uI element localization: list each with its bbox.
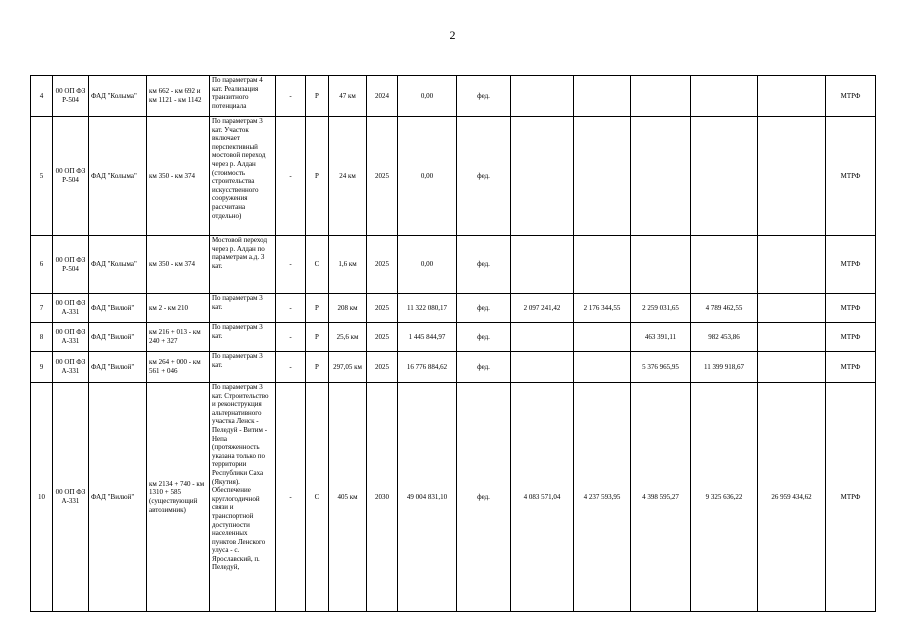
table-row — [31, 117, 876, 236]
cost-year-3: 5 376 965,95 — [631, 352, 691, 383]
dash-cell: - — [276, 352, 306, 383]
table-row — [31, 383, 876, 612]
road-name: ФАД "Колыма" — [89, 236, 147, 294]
work-type: Р — [306, 117, 329, 236]
budget-source: фед. — [457, 383, 511, 612]
road-length: 25,6 км — [329, 323, 367, 352]
page-number: 2 — [449, 28, 456, 42]
cost-year-3 — [631, 236, 691, 294]
road-name: ФАД "Вилюй" — [89, 294, 147, 323]
cost-year-2 — [574, 323, 631, 352]
row-number: 6 — [31, 236, 53, 294]
roads-table — [30, 75, 876, 612]
cost-year-2 — [574, 236, 631, 294]
cost-year-4: 11 399 918,67 — [691, 352, 758, 383]
cost-year-2: 2 176 344,55 — [574, 294, 631, 323]
road-name: ФАД "Вилюй" — [89, 323, 147, 352]
dash-cell: - — [276, 323, 306, 352]
work-description: По параметрам 3 кат. Строительство и реконструкция альтернативного участка Ленск - Пеледуй - Витим - Непа (протяженность указана только по территории Республики Саха (Якутия). Обеспечение круглогодичной связи и транспортной доступности населенных пунктов Ленского улуса - с. Ярославский, п. Пеледуй, — [210, 383, 276, 612]
row-number: 4 — [31, 76, 53, 117]
cost-year-3: 4 398 595,27 — [631, 383, 691, 612]
total-cost: 49 004 831,10 — [398, 383, 457, 612]
table-row — [31, 323, 876, 352]
cost-year-3 — [631, 117, 691, 236]
road-length: 24 км — [329, 117, 367, 236]
work-type: Р — [306, 294, 329, 323]
work-description: По параметрам 3 кат. — [210, 323, 276, 352]
road-name: ФАД "Вилюй" — [89, 383, 147, 612]
work-type: С — [306, 383, 329, 612]
work-type: Р — [306, 323, 329, 352]
cost-year-4 — [691, 236, 758, 294]
road-section: км 216 + 013 - км 240 + 327 — [147, 323, 210, 352]
cost-year-1 — [511, 76, 574, 117]
road-code: 00 ОП ФЗ Р-504 — [53, 76, 89, 117]
cost-year-1: 4 083 571,04 — [511, 383, 574, 612]
dash-cell: - — [276, 117, 306, 236]
road-section: км 662 - км 692 и км 1121 - км 1142 — [147, 76, 210, 117]
cost-year-2 — [574, 117, 631, 236]
road-section: км 350 - км 374 — [147, 117, 210, 236]
completion-year: 2025 — [367, 294, 398, 323]
work-description: По параметрам 3 кат. — [210, 294, 276, 323]
total-cost: 0,00 — [398, 236, 457, 294]
table-row — [31, 76, 876, 117]
completion-year: 2025 — [367, 117, 398, 236]
owner: МТРФ — [826, 352, 876, 383]
budget-source: фед. — [457, 76, 511, 117]
cost-year-5 — [758, 323, 826, 352]
cost-year-5 — [758, 294, 826, 323]
road-code: 00 ОП ФЗ А-331 — [53, 352, 89, 383]
completion-year: 2024 — [367, 76, 398, 117]
cost-year-5: 26 959 434,62 — [758, 383, 826, 612]
budget-source: фед. — [457, 236, 511, 294]
cost-year-2 — [574, 352, 631, 383]
road-code: 00 ОП ФЗ А-331 — [53, 294, 89, 323]
owner: МТРФ — [826, 76, 876, 117]
road-section: км 264 + 000 - км 561 + 046 — [147, 352, 210, 383]
table-row — [31, 294, 876, 323]
road-code: 00 ОП ФЗ А-331 — [53, 383, 89, 612]
row-number: 7 — [31, 294, 53, 323]
row-number: 9 — [31, 352, 53, 383]
cost-year-5 — [758, 76, 826, 117]
cost-year-5 — [758, 117, 826, 236]
road-section: км 2134 + 740 - км 1310 + 585 (существующий автозимник) — [147, 383, 210, 612]
road-name: ФАД "Вилюй" — [89, 352, 147, 383]
cost-year-3: 463 391,11 — [631, 323, 691, 352]
cost-year-5 — [758, 236, 826, 294]
road-length: 208 км — [329, 294, 367, 323]
row-number: 8 — [31, 323, 53, 352]
road-code: 00 ОП ФЗ Р-504 — [53, 236, 89, 294]
cost-year-3 — [631, 76, 691, 117]
cost-year-1 — [511, 117, 574, 236]
cost-year-2 — [574, 76, 631, 117]
cost-year-4 — [691, 117, 758, 236]
dash-cell: - — [276, 383, 306, 612]
road-length: 405 км — [329, 383, 367, 612]
dash-cell: - — [276, 294, 306, 323]
cost-year-4 — [691, 76, 758, 117]
cost-year-4: 4 789 462,55 — [691, 294, 758, 323]
cost-year-3: 2 259 031,65 — [631, 294, 691, 323]
road-code: 00 ОП ФЗ Р-504 — [53, 117, 89, 236]
total-cost: 1 445 844,97 — [398, 323, 457, 352]
row-number: 5 — [31, 117, 53, 236]
road-name: ФАД "Колыма" — [89, 76, 147, 117]
owner: МТРФ — [826, 323, 876, 352]
dash-cell: - — [276, 76, 306, 117]
work-description: Мостовой переход через р. Алдан по параметрам а.д. 3 кат. — [210, 236, 276, 294]
total-cost: 16 776 884,62 — [398, 352, 457, 383]
owner: МТРФ — [826, 294, 876, 323]
cost-year-2: 4 237 593,95 — [574, 383, 631, 612]
completion-year: 2025 — [367, 352, 398, 383]
budget-source: фед. — [457, 323, 511, 352]
owner: МТРФ — [826, 117, 876, 236]
budget-source: фед. — [457, 117, 511, 236]
work-description: По параметрам 3 кат. Участок включает перспективный мостовой переход через р. Алдан (стоимость строительства искусственного сооружения рассчитана отдельно) — [210, 117, 276, 236]
road-name: ФАД "Колыма" — [89, 117, 147, 236]
work-type: Р — [306, 352, 329, 383]
road-section: км 2 - км 210 — [147, 294, 210, 323]
table-row — [31, 352, 876, 383]
owner: МТРФ — [826, 383, 876, 612]
cost-year-1: 2 097 241,42 — [511, 294, 574, 323]
cost-year-4: 9 325 636,22 — [691, 383, 758, 612]
work-type: Р — [306, 76, 329, 117]
road-code: 00 ОП ФЗ А-331 — [53, 323, 89, 352]
work-description: По параметрам 4 кат. Реализация транзитного потенциала — [210, 76, 276, 117]
work-type: С — [306, 236, 329, 294]
dash-cell: - — [276, 236, 306, 294]
completion-year: 2025 — [367, 236, 398, 294]
cost-year-1 — [511, 236, 574, 294]
work-description: По параметрам 3 кат. — [210, 352, 276, 383]
road-section: км 350 - км 374 — [147, 236, 210, 294]
budget-source: фед. — [457, 352, 511, 383]
road-length: 47 км — [329, 76, 367, 117]
row-number: 10 — [31, 383, 53, 612]
owner: МТРФ — [826, 236, 876, 294]
cost-year-1 — [511, 323, 574, 352]
cost-year-1 — [511, 352, 574, 383]
cost-year-5 — [758, 352, 826, 383]
cost-year-4: 982 453,86 — [691, 323, 758, 352]
total-cost: 0,00 — [398, 117, 457, 236]
table-row — [31, 236, 876, 294]
completion-year: 2030 — [367, 383, 398, 612]
completion-year: 2025 — [367, 323, 398, 352]
road-length: 297,05 км — [329, 352, 367, 383]
road-length: 1,6 км — [329, 236, 367, 294]
budget-source: фед. — [457, 294, 511, 323]
total-cost: 11 322 080,17 — [398, 294, 457, 323]
total-cost: 0,00 — [398, 76, 457, 117]
